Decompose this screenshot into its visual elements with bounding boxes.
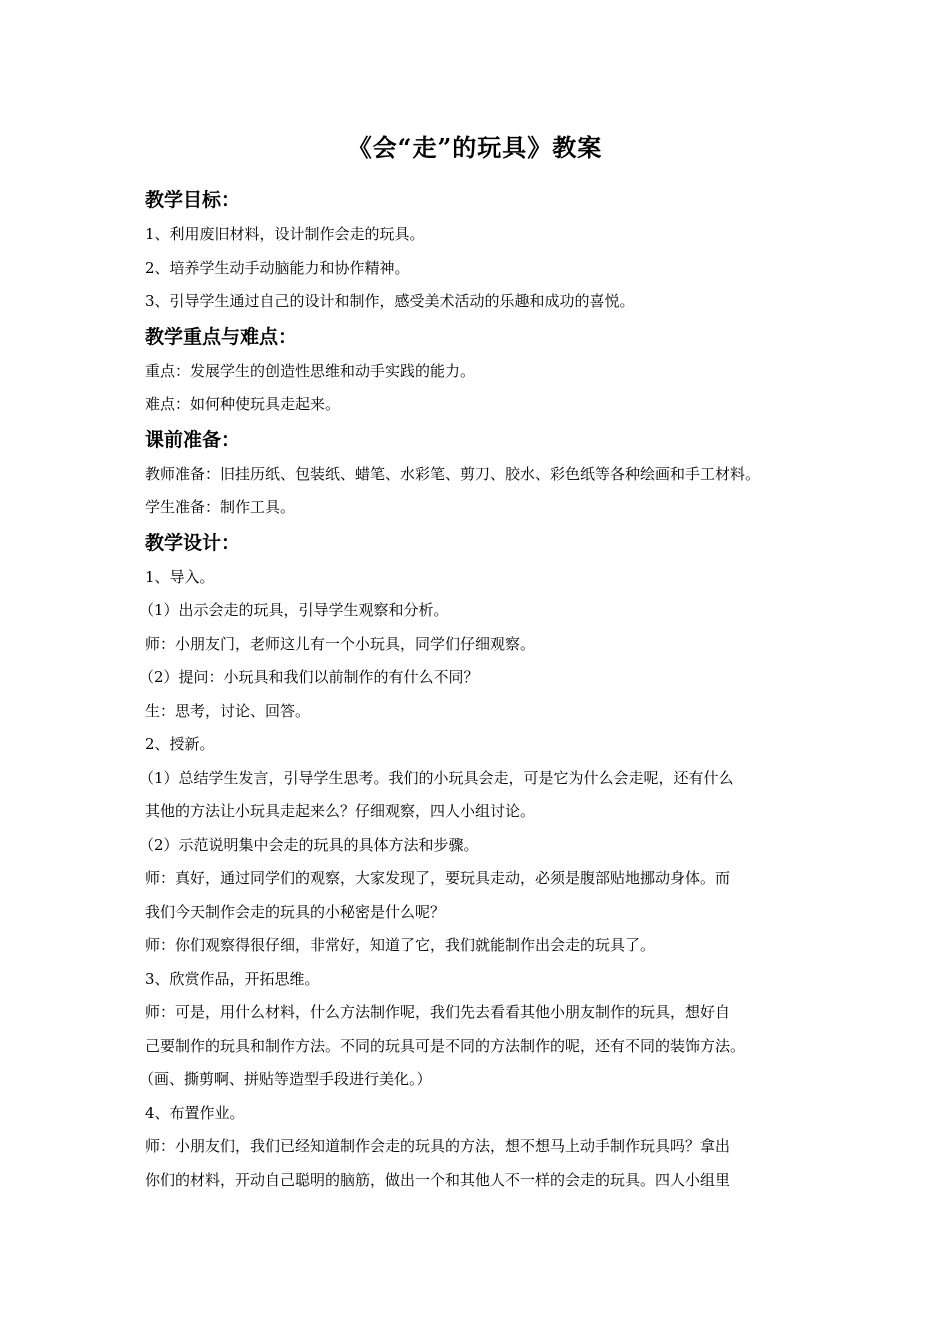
paragraph-line: 1、导入。 [145,567,215,586]
section-heading: 课前准备： [145,428,241,451]
paragraph-line: 难点：如何种使玩具走起来。 [145,395,341,413]
paragraph-line: 我们今天制作会走的玩具的小秘密是什么呢？ [145,902,446,921]
paragraph-line: 2、培养学生动手动脑能力和协作精神。 [145,258,410,277]
paragraph-line: 教师准备：旧挂历纸、包装纸、蜡笔、水彩笔、剪刀、胶水、彩色纸等各种绘画和手工材料。 [145,464,761,483]
paragraph-line: （2）示范说明集中会走的玩具的具体方法和步骤。 [139,835,479,854]
paragraph-line: 学生准备：制作工具。 [145,498,296,516]
paragraph-line: 师：可是，用什么材料，什么方法制作呢，我们先去看看其他小朋友制作的玩具，想好自 [145,1003,731,1021]
paragraph-line: （1）总结学生发言，引导学生思考。我们的小玩具会走，可是它为什么会走呢，还有什么 [139,768,734,787]
section-keypoints [145,319,815,422]
paragraph-line: 4、布置作业。 [145,1103,245,1122]
paragraph-line: （画、撕剪啊、拼贴等造型手段进行美化。） [139,1070,432,1088]
paragraph-line: 3、欣赏作品，开拓思维。 [145,969,320,988]
section-heading: 教学目标： [145,189,241,211]
paragraph-line: 己要制作的玩具和制作方法。不同的玩具可是不同的方法制作的呢，还有不同的装饰方法。 [145,1036,746,1055]
paragraph-line: 师：你们观察得很仔细，非常好，知道了它，我们就能制作出会走的玩具了。 [145,936,656,954]
paragraph-line: 师：小朋友门，老师这儿有一个小玩具，同学们仔细观察。 [145,634,536,653]
section-heading: 教学设计： [145,531,241,554]
paragraph-line: 你们的材料，开动自己聪明的脑筋，做出一个和其他人不一样的会走的玩具。四人小组里 [145,1170,731,1189]
paragraph-line: 生：思考，讨论、回答。 [145,701,311,720]
paragraph-line: 3、引导学生通过自己的设计和制作，感受美术活动的乐趣和成功的喜悦。 [145,292,635,310]
paragraph-line: 师：小朋友们，我们已经知道制作会走的玩具的方法，想不想马上动手制作玩具吗？拿出 [145,1137,731,1155]
paragraph-line: 师：真好，通过同学们的观察，大家发现了，要玩具走动，必须是腹部贴地挪动身体。而 [145,869,731,887]
paragraph-line: 2、授新。 [145,735,215,753]
paragraph-line: 其他的方法让小玩具走起来么？仔细观察，四人小组讨论。 [145,802,536,820]
paragraph-line: 1、利用废旧材料，设计制作会走的玩具。 [145,225,425,243]
document-title: 《会“走”的玩具》教案 [347,133,603,162]
section-heading: 教学重点与难点： [145,325,298,348]
section-objectives [145,182,815,319]
paragraph-line: （1）出示会走的玩具，引导学生观察和分析。 [139,601,449,619]
paragraph-line: （2）提问：小玩具和我们以前制作的有什么不同？ [139,668,479,686]
document-body [139,182,815,1197]
paragraph-line: 重点：发展学生的创造性思维和动手实践的能力。 [145,361,476,380]
section-design [139,525,815,1198]
section-preparation [145,422,815,525]
